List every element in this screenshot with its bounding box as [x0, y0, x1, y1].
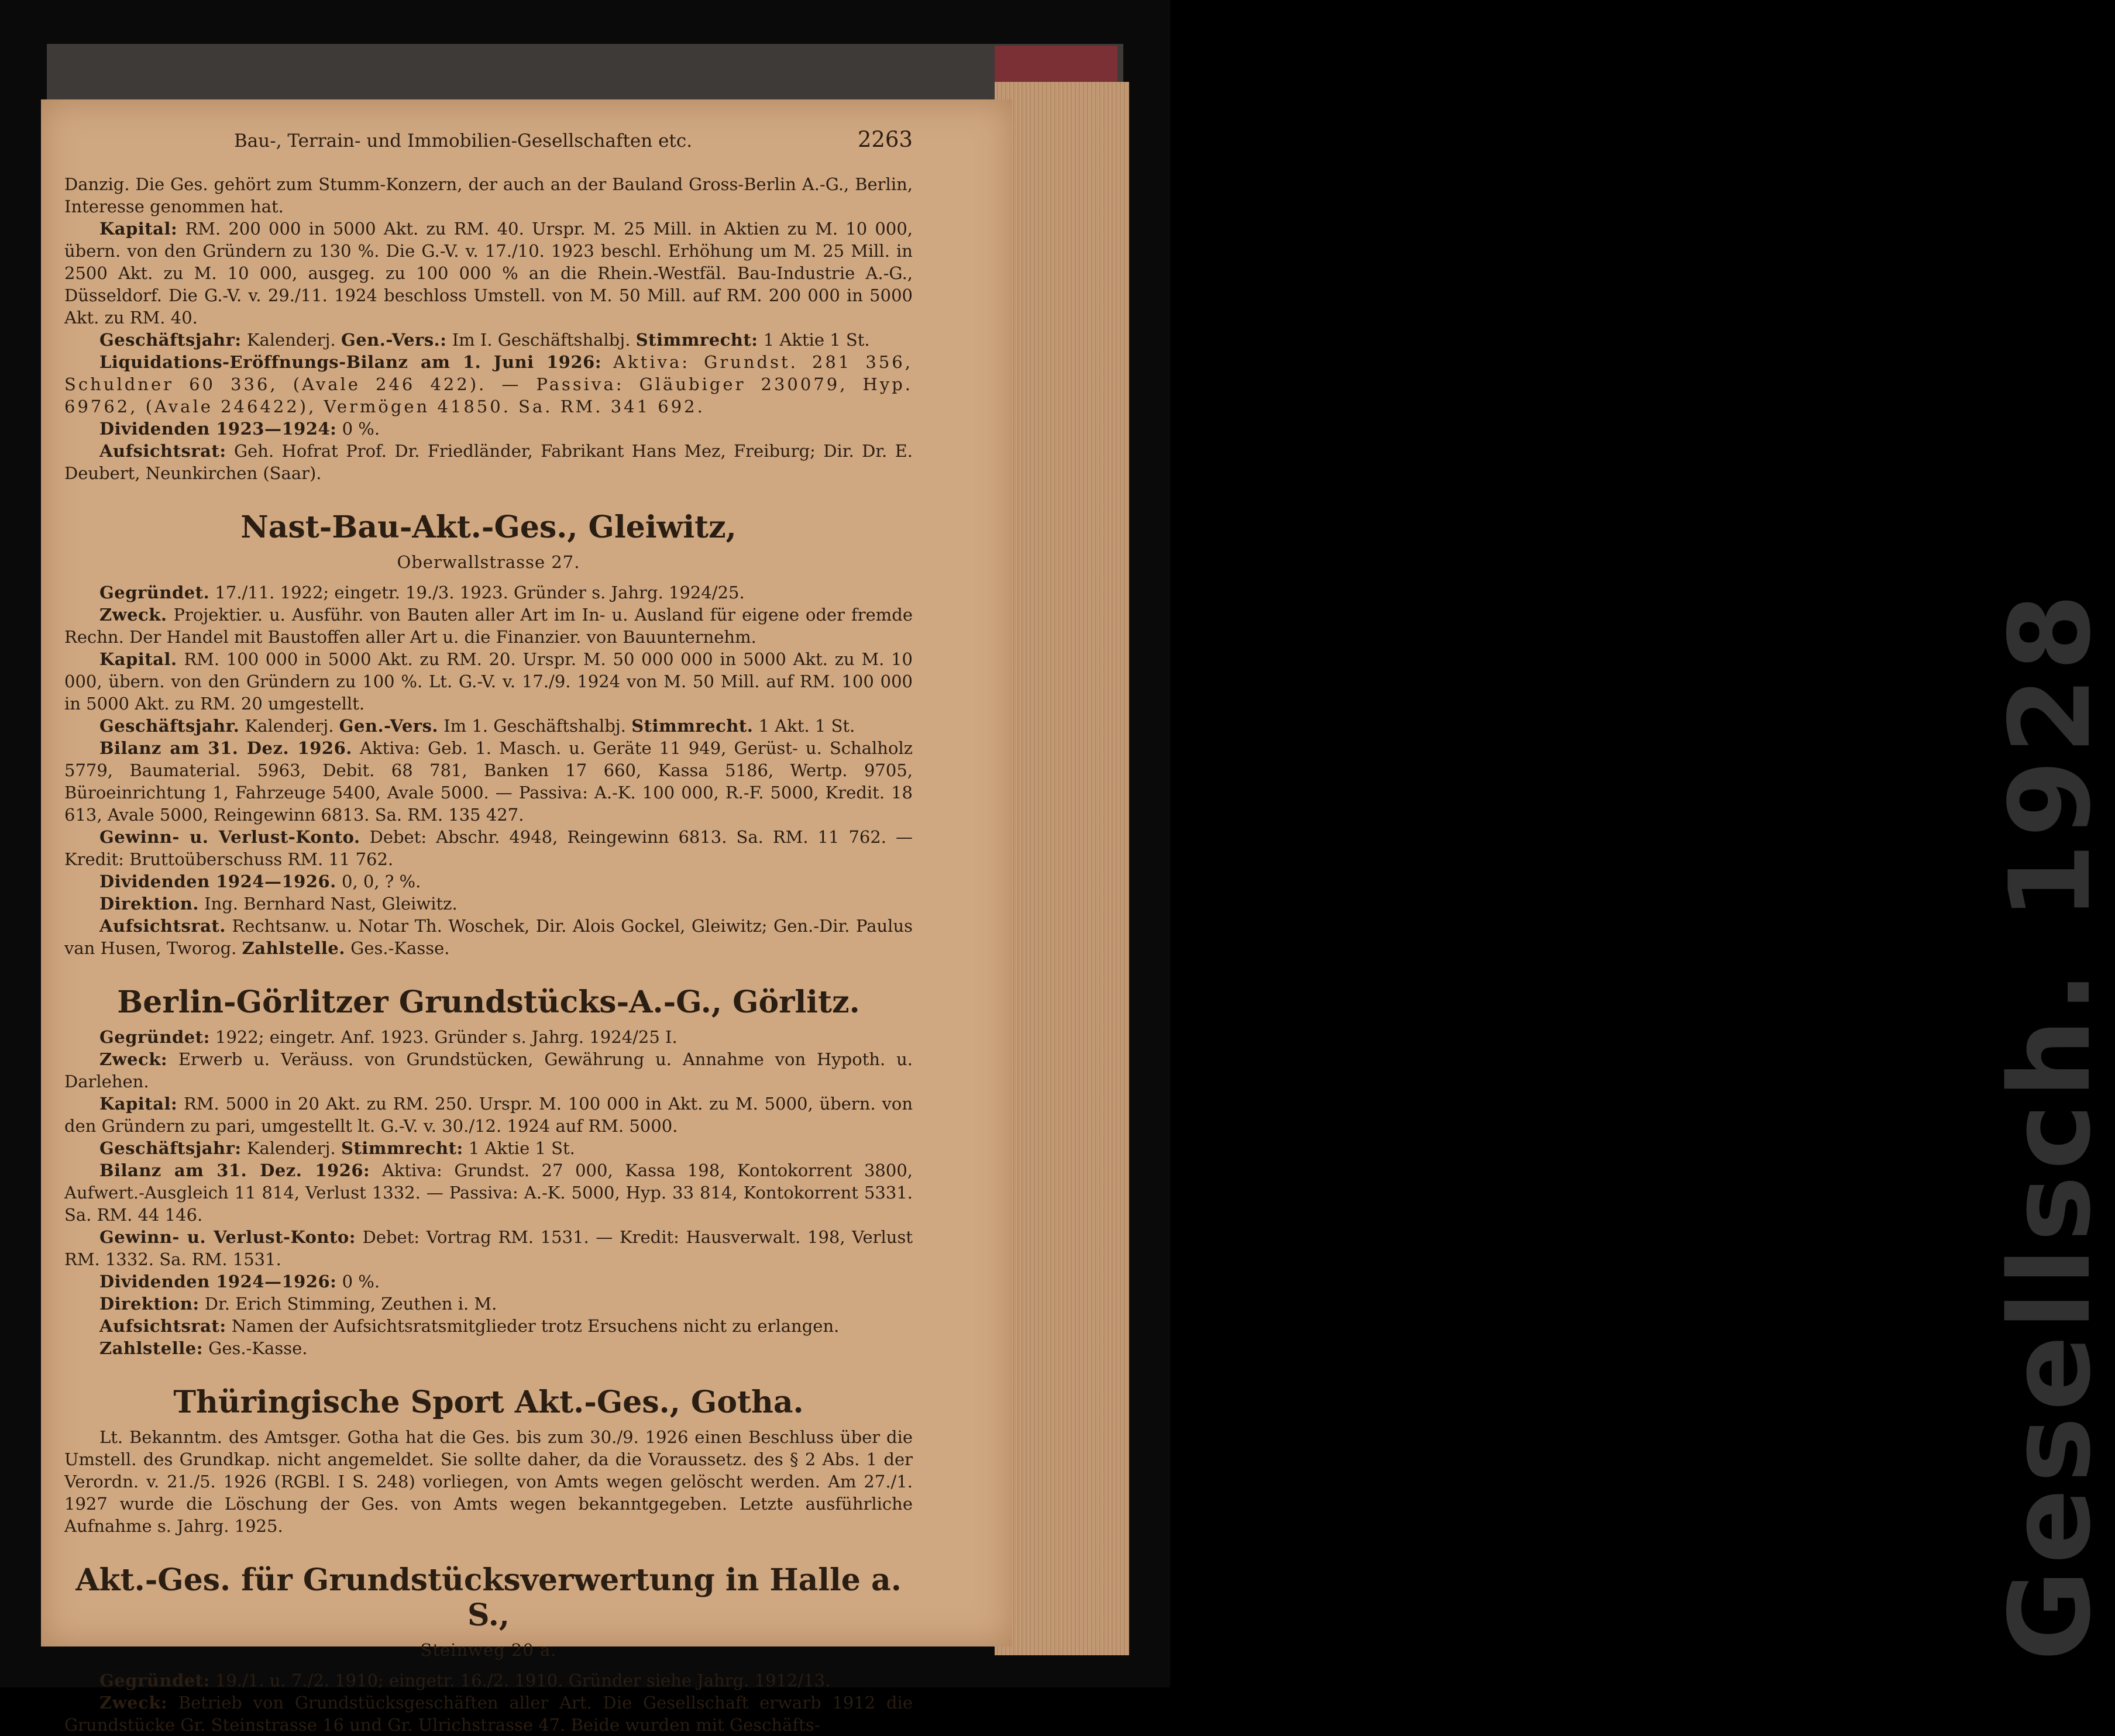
entry-title: Berlin-Görlitzer Grundstücks-A.-G., Görlitz. [117, 984, 860, 1020]
dividenden-para: Dividenden 1924—1926: 0 %. [99, 1272, 380, 1291]
running-header [234, 129, 913, 152]
page-number: 2263 [857, 127, 913, 152]
zweck-para: Zweck: Betrieb von Grundstücksgeschäften aller Art. Die Gesellschaft erwarb 1912 die Grundstücke Gr. Steinstrasse 16 und Gr. Ulrichstrasse 47. Beide wurden mit Geschäfts- [64, 1693, 913, 1735]
entry-continued [64, 173, 913, 484]
entry-nast-bau [64, 510, 913, 959]
guv-para: Gewinn- u. Verlust-Konto: Debet: Vortrag RM. 1531. — Kredit: Hausverwalt. 198, Verlust RM. 1332. Sa. RM. 1531. [64, 1227, 913, 1269]
gegruendet-para: Gegründet. 17./11. 1922; eingetr. 19./3. 1923. Gründer s. Jahrg. 1924/25. [99, 583, 745, 602]
page-content [64, 129, 913, 1736]
direktion-para: Direktion. Ing. Bernhard Nast, Gleiwitz. [99, 894, 458, 914]
geschaeftsjahr-para: Geschäftsjahr. Kalenderj. Gen.-Vers. Im 1. Geschäftshalbj. Stimmrecht. 1 Akt. 1 St. [99, 716, 855, 736]
zweck-para: Zweck. Projektier. u. Ausführ. von Bauten aller Art im In- u. Ausland für eigene oder fremde Rechn. Der Handel mit Baustoffen aller Art u. die Finanzier. von Bauunternehm. [64, 605, 913, 647]
bilanz-para: Bilanz am 31. Dez. 1926: Aktiva: Grundst. 27 000, Kassa 198, Kontokorrent 3800, Aufwert.-Ausgleich 11 814, Verlust 1332. — Passiva: A.-K. 5000, Hyp. 33 814, Kontokorrent 5331. Sa. RM. 44 146. [64, 1160, 913, 1225]
aufsichtsrat-para: Aufsichtsrat: Geh. Hofrat Prof. Dr. Friedländer, Fabrikant Hans Mez, Freiburg; Dir. Dr. E. Deubert, Neunkirchen (Saar). [64, 441, 913, 483]
entry-title: Thüringische Sport Akt.-Ges., Gotha. [173, 1384, 804, 1420]
zahlstelle-para: Zahlstelle: Ges.-Kasse. [99, 1338, 308, 1358]
bilanz-para: Bilanz am 31. Dez. 1926. Aktiva: Geb. 1. Masch. u. Geräte 11 949, Gerüst- u. Schalholz 5779, Baumaterial. 5963, Debit. 68 781, Banken 17 660, Kassa 5186, Wertp. 9705, Büroeinrichtung 1, Fahrzeuge 5400, Avale 5000. — Passiva: A.-K. 100 000, R.-F. 5000, Kredit. 18 613, Avale 5000, Reingewinn 6813. Sa. RM. 135 427. [64, 738, 913, 825]
kapital-para: Kapital: RM. 5000 in 20 Akt. zu RM. 250. Urspr. M. 100 000 in Akt. zu M. 5000, übern. von den Gründern zu pari, umgestellt lt. G.-V. v. 30./12. 1924 auf RM. 5000. [64, 1094, 913, 1136]
entry-halle [64, 1563, 913, 1736]
header-title: Bau-, Terrain- und Immobilien-Gesellschaften etc. [234, 130, 693, 151]
gegruendet-para: Gegründet: 19./1. u. 7./2. 1910; eingetr. 16./2. 1910. Gründer siehe Jahrg. 1912/13. [99, 1670, 831, 1690]
kapital-para: Kapital: RM. 200 000 in 5000 Akt. zu RM. 40. Urspr. M. 25 Mill. in Aktien zu M. 10 000, übern. von den Gründern zu 130 %. Die G.-V. v. 17./10. 1923 beschl. Erhöhung um M. 25 Mill. in 2500 Akt. zu M. 10 000, ausgeg. zu 100 000 % an die Rhein.-Westfäl. Bau-Industrie A.-G., Düsseldorf. Die G.-V. v. 29./11. 1924 beschloss Umstell. von M. 50 Mill. auf RM. 200 000 in 5000 Akt. zu RM. 40. [64, 219, 913, 328]
entry-address: Steinweg 20 a. [420, 1640, 557, 1660]
gegruendet-para: Gegründet: 1922; eingetr. Anf. 1923. Gründer s. Jahrg. 1924/25 I. [99, 1027, 678, 1047]
aufsichtsrat-para: Aufsichtsrat: Namen der Aufsichtsratsmitglieder trotz Ersuchens nicht zu erlangen. [99, 1316, 840, 1336]
entry-address: Oberwallstrasse 27. [397, 552, 580, 572]
spine-text: Gesellsch. 1928 [1986, 587, 2115, 1661]
aufsichtsrat-para: Aufsichtsrat. Rechtsanw. u. Notar Th. Woschek, Dir. Alois Gockel, Gleiwitz; Gen.-Dir. Paulus van Husen, Tworog. Zahlstelle. Ges.-Kasse. [64, 916, 913, 958]
kapital-para: Kapital. RM. 100 000 in 5000 Akt. zu RM. 20. Urspr. M. 50 000 000 in 5000 Akt. zu M. 10 000, übern. von den Gründern zu 100 %. Lt. G.-V. v. 17./9. 1924 von M. 50 Mill. auf RM. 100 000 in 5000 Akt. zu RM. 20 umgestellt. [64, 649, 913, 714]
dividenden-para: Dividenden 1924—1926. 0, 0, ? %. [99, 872, 421, 891]
geschaeftsjahr-para: Geschäftsjahr: Kalenderj. Stimmrecht: 1 Aktie 1 St. [99, 1138, 575, 1158]
zweck-para: Zweck: Erwerb u. Veräuss. von Grundstücken, Gewährung u. Annahme von Hypoth. u. Darlehen. [64, 1049, 913, 1091]
entry-title: Akt.-Ges. für Grundstücksverwertung in Halle a. S., [75, 1562, 902, 1633]
direktion-para: Direktion: Dr. Erich Stimming, Zeuthen i. M. [99, 1294, 497, 1314]
entry-berlin-goerlitzer [64, 985, 913, 1359]
intro-line: Danzig. Die Ges. gehört zum Stumm-Konzern, der auch an der Bauland Gross-Berlin A.-G., Berlin, Interesse genommen hat. [64, 174, 913, 216]
entry-title: Nast-Bau-Akt.-Ges., Gleiwitz, [240, 509, 737, 545]
guv-para: Gewinn- u. Verlust-Konto. Debet: Abschr. 4948, Reingewinn 6813. Sa. RM. 11 762. — Kredit: Bruttoüberschuss RM. 11 762. [64, 827, 913, 869]
entry-thueringische-sport [64, 1385, 913, 1537]
spine [995, 82, 2115, 1661]
dividenden-para: Dividenden 1923—1924: 0 %. [99, 419, 380, 439]
notice-para: Lt. Bekanntm. des Amtsger. Gotha hat die Ges. bis zum 30./9. 1926 einen Beschluss über die Umstell. des Grundkap. nicht angemeldet. Sie sollte daher, da die Voraussetz. des § 2 Abs. 1 der Verordn. v. 21./5. 1926 (RGBl. I S. 248) vorliegen, von Amts wegen gelöscht werden. Am 27./1. 1927 wurde die Löschung der Ges. von Amts wegen bekanntgegeben. Letzte ausführliche Aufnahme s. Jahrg. 1925. [64, 1427, 913, 1536]
bilanz-para: Liquidations-Eröffnungs-Bilanz am 1. Juni 1926: Aktiva: Grundst. 281 356, Schuldner 60 336, (Avale 246 422). — Passiva: Gläubiger 230079, Hyp. 69762, (Avale 246422), Vermögen 41850. Sa. RM. 341 692. [64, 352, 913, 416]
geschaeftsjahr-para: Geschäftsjahr: Kalenderj. Gen.-Vers.: Im I. Geschäftshalbj. Stimmrecht: 1 Aktie 1 St. [99, 330, 870, 350]
